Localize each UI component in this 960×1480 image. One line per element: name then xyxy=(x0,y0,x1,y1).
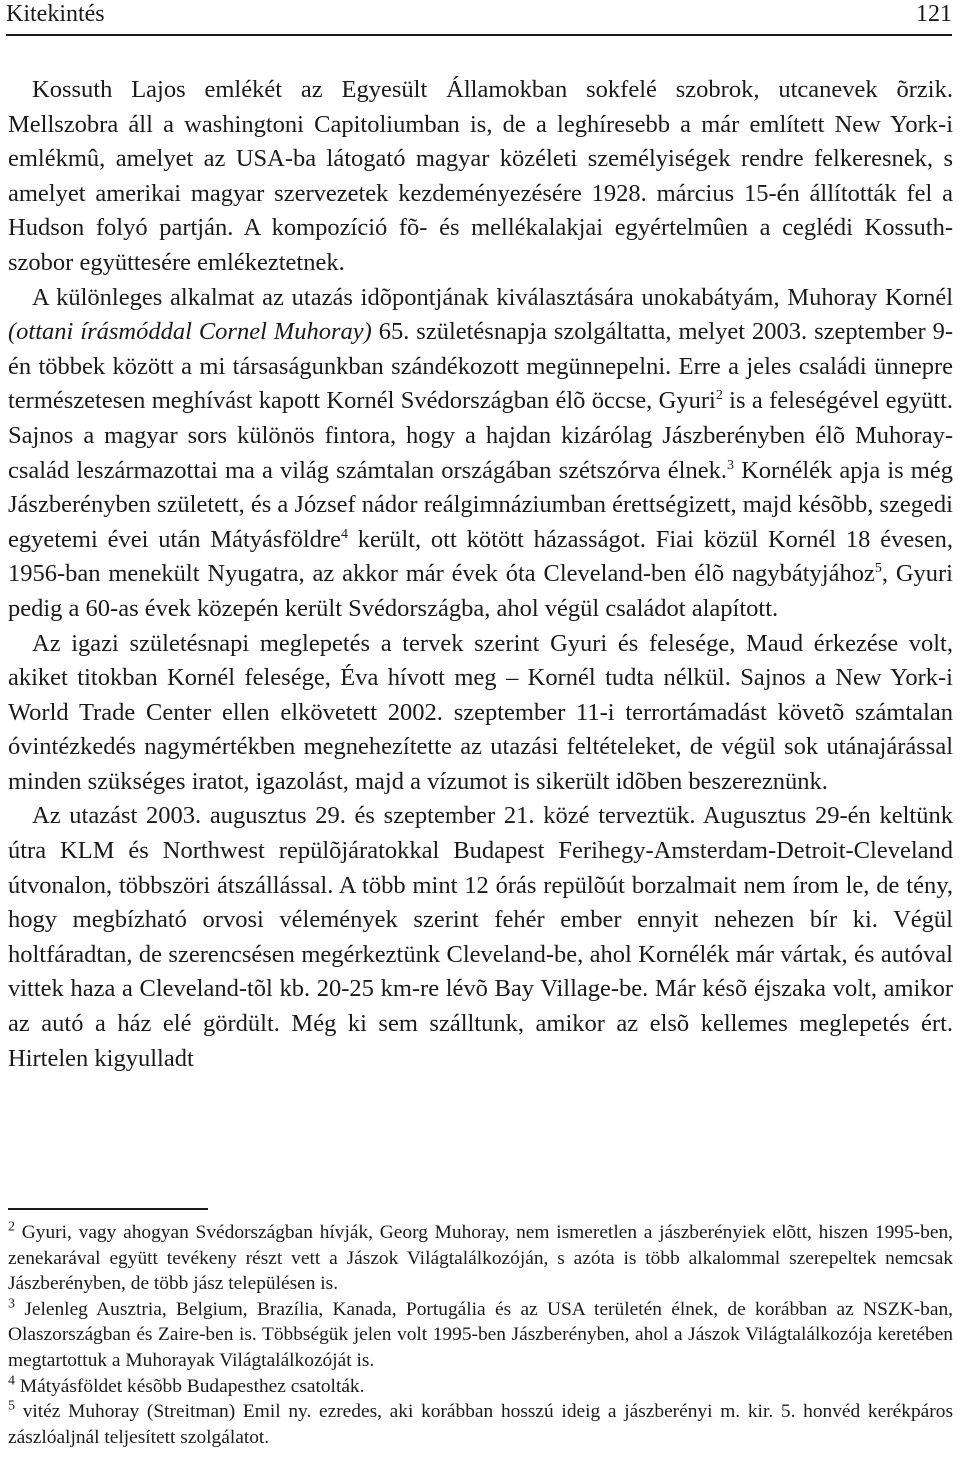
text-run: Az utazást 2003. augusztus 29. és szeptember 21. közé terveztük. Augusztus 29-én keltünk útra KLM és Northwest repülõjáratokkal Budapest Ferihegy-Amsterdam-Detroit-Cleveland útvonalon, többszöri átszállással. A több mint 12 órás repülõút borzalmait nem írom le, de tény, hogy megbízható orvosi vélemények szerint fehér ember ennyit nehezen bír ki. Végül holtfáradtan, de szerencsésen megérkeztünk Cleveland-be, ahol Kornélék már vártak, és autóval vittek haza a Cleveland-tõl kb. 20-25 km-re lévõ Bay Village-be. Már késõ éjszaka volt, amikor az autó a ház elé gördült. Még ki sem szálltunk, amikor az elsõ kellemes meglepetés ért. Hirtelen kigyulladt xyxy=(8,802,953,1072)
italic-text: (ottani írásmóddal Cornel Muhoray) xyxy=(8,318,372,346)
footnote-2 xyxy=(8,1220,953,1297)
paragraph-surprise xyxy=(8,627,953,800)
footnote-ref: 5 xyxy=(874,561,882,577)
footnote-ref: 5 xyxy=(8,1398,15,1414)
footnote-5 xyxy=(8,1399,953,1450)
footnote-ref: 2 xyxy=(715,388,723,404)
section-title: Kitekintés xyxy=(6,1,105,27)
paragraph-kossuth-memorials xyxy=(8,73,953,281)
footnote-ref: 4 xyxy=(8,1373,15,1389)
paragraph-birthday-occasion xyxy=(8,281,953,627)
footnote-4 xyxy=(8,1374,953,1400)
text-run: 65. születésnapja szolgáltatta, melyet 2003. szeptember 9-én többek között a mi társaságunkban szándékozott megünnepelni. Erre a jeles családi ünnepre természetesen meghívást kapott Kornél Svédországban élõ öccse, Gyuri xyxy=(8,318,953,415)
text-run: Az igazi születésnapi meglepetés a tervek szerint Gyuri és felesége, Maud érkezése volt, akiket titokban Kornél felesége, Éva hívott meg – Kornél tudta nélkül. Sajnos a New York-i World Trade Center ellen elkövetett 2002. szeptember 11-i terrortámadást követõ számtalan óvintézkedés nagymértékben megnehezítette az utazási feltételeket, de végül sok utánajárással minden szükséges iratot, igazolást, majd a vízumot is sikerült idõben beszereznünk. xyxy=(8,629,953,795)
text-run: Jelenleg Ausztria, Belgium, Brazília, Kanada, Portugália és az USA területén élnek, de korábban az NSZK-ban, Olaszországban és Zaire-ben is. Többségük jelen volt 1995-ben Jászberényben, ahol a Jászok Világtalálkozója keretében megtartottuk a Muhorayak Világtalálkozóját is. xyxy=(8,1298,953,1371)
footnote-3 xyxy=(8,1297,953,1374)
text-run: Kornélék apja is még Jászberényben született, és a József nádor reálgimnáziumban érettségizett, majd késõbb, szegedi egyetemi évei után Mátyásföldre xyxy=(8,456,953,553)
text-run: , Gyuri pedig a 60-as évek közepén került Svédországba, ahol végül családot alapított. xyxy=(8,560,953,622)
text-run: került, ott kötött házasságot. Fiai közül Kornél 18 évesen, 1956-ban menekült Nyugatra, az akkor már évek óta Cleveland-ben élõ nagybátyjához xyxy=(8,525,953,588)
footnote-divider xyxy=(8,1208,208,1210)
footnote-ref: 3 xyxy=(8,1296,15,1312)
text-run: Gyuri, vagy ahogyan Svédországban hívják, Georg Muhoray, nem ismeretlen a jászberényiek elõtt, hiszen 1995-ben, zenekarával együtt tevékeny részt vett a Jászok Világtalálkozóján, s azóta is több alkalommal szerepeltek nemcsak Jászberényben, de több jász településen is. xyxy=(8,1222,953,1295)
page-number: 121 xyxy=(916,1,952,27)
paragraph-journey xyxy=(8,799,953,1076)
footnote-ref: 2 xyxy=(8,1219,15,1235)
text-run: is a feleségével együtt. Sajnos a magyar sors különös fintora, hogy a hajdan kizárólag Jászberényben élõ Muhoray-család leszármazottai ma a világ számtalan országában szétszórva élnek. xyxy=(8,387,953,484)
running-header xyxy=(6,0,952,36)
text-run: vitéz Muhoray (Streitman) Emil ny. ezredes, aki korábban hosszú ideig a jászberényi m. kir. 5. honvéd kerékpáros zászlóaljnál teljesített szolgálatot. xyxy=(8,1401,953,1448)
body-text xyxy=(8,73,953,1076)
footnote-ref: 4 xyxy=(340,526,348,542)
text-run: Kossuth Lajos emlékét az Egyesült Államokban sokfelé szobrok, utcanevek õrzik. Mellszobra áll a washingtoni Capitoliumban is, de a leghíresebb a már említett New York-i emlékmû, amelyet az USA-ba látogató magyar közéleti személyiségek rendre felkeresnek, s amelyet amerikai magyar szervezetek kezdeményezésére 1928. március 15-én állították fel a Hudson folyó partján. A kompozíció fõ- és mellékalakjai egyértelmûen a ceglédi Kossuth-szobor együttesére emlékeztetnek. xyxy=(8,76,953,276)
footnote-ref: 3 xyxy=(726,457,734,473)
footnotes xyxy=(8,1220,953,1450)
text-run: A különleges alkalmat az utazás idõpontjának kiválasztására unokabátyám, Muhoray Kornél xyxy=(32,283,953,311)
text-run: Mátyásföldet késõbb Budapesthez csatolták. xyxy=(15,1375,365,1397)
